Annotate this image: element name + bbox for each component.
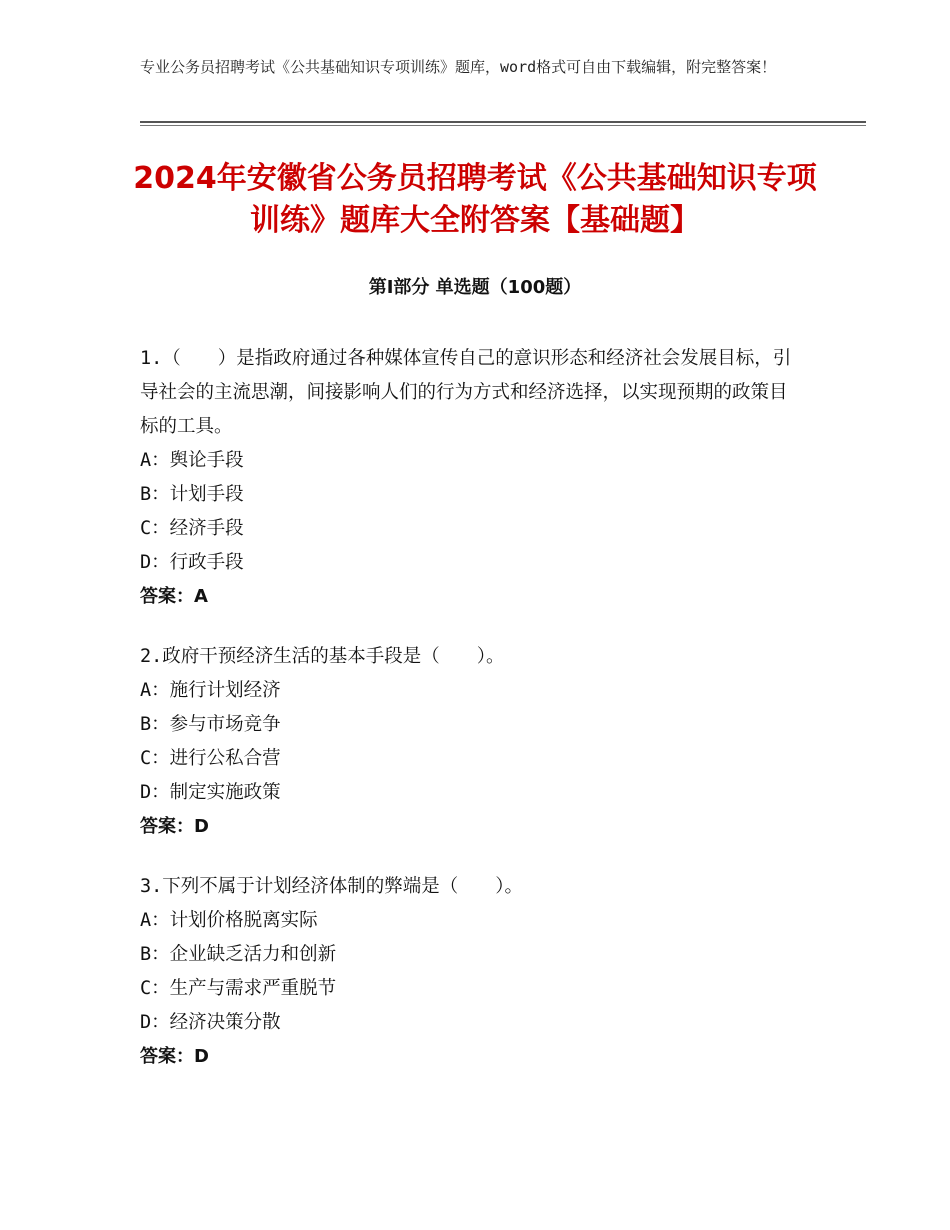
option-d: D：行政手段 (140, 552, 244, 573)
question-stem: 2.政府干预经济生活的基本手段是（ ）。 (140, 646, 505, 667)
answer-label: 答案：A (140, 586, 208, 607)
option-a: A：计划价格脱离实际 (140, 910, 318, 931)
option-a: A：舆论手段 (140, 450, 244, 471)
question-stem: 1.（ ）是指政府通过各种媒体宣传自己的意识形态和经济社会发展目标，引导社会的主流思潮，间接影响人们的行为方式和经济选择，以实现预期的政策目标的工具。 (140, 348, 792, 437)
option-c: C：经济手段 (140, 518, 244, 539)
document-title: 2024年安徽省公务员招聘考试《公共基础知识专项训练》题库大全附答案【基础题】 (133, 161, 817, 238)
option-d: D：制定实施政策 (140, 782, 281, 803)
section-heading: 第I部分 单选题（100题） (368, 277, 582, 298)
question-list (140, 342, 800, 1100)
header-divider-thin (140, 125, 866, 126)
option-a: A：施行计划经济 (140, 680, 281, 701)
option-b: B：企业缺乏活力和创新 (140, 944, 337, 965)
question-stem: 3.下列不属于计划经济体制的弊端是（ ）。 (140, 876, 524, 897)
question-3 (140, 870, 800, 1074)
header-note: 专业公务员招聘考试《公共基础知识专项训练》题库，word格式可自由下载编辑，附完整答案！ (140, 58, 777, 76)
question-1 (140, 342, 800, 614)
option-c: C：生产与需求严重脱节 (140, 978, 337, 999)
option-c: C：进行公私合营 (140, 748, 281, 769)
option-b: B：计划手段 (140, 484, 244, 505)
question-2 (140, 640, 800, 844)
header-divider-thick (140, 121, 866, 123)
answer-label: 答案：D (140, 1046, 209, 1067)
option-b: B：参与市场竞争 (140, 714, 281, 735)
option-d: D：经济决策分散 (140, 1012, 281, 1033)
answer-label: 答案：D (140, 816, 209, 837)
